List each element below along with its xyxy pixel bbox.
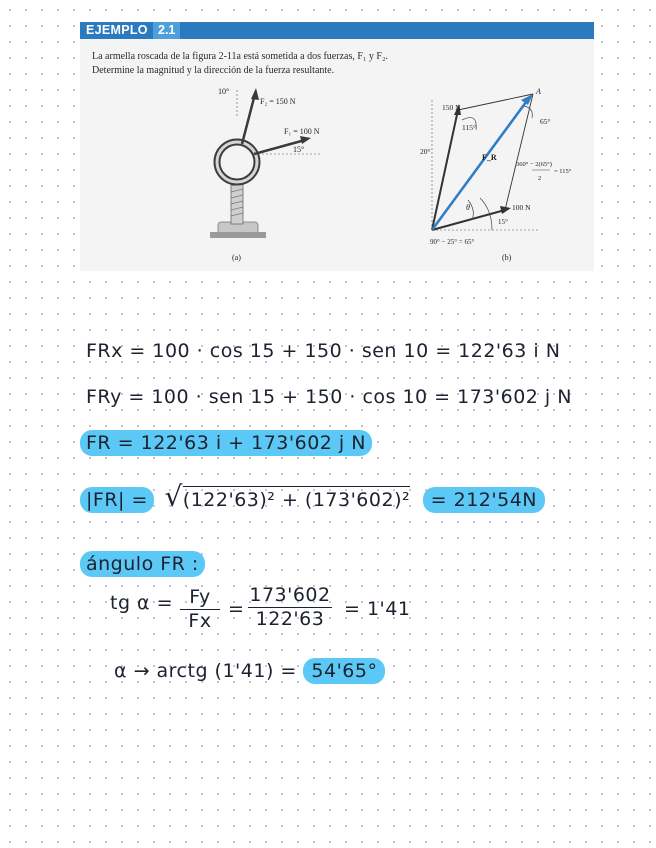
angle-65-label: 65° [540, 117, 551, 126]
figure-a-eyebolt [180, 82, 330, 272]
tg-den: 122'63 [255, 608, 325, 630]
note-alpha-line: α → arctg (1'41) = [114, 660, 297, 682]
formula-result: = 115° [554, 168, 572, 175]
fr-label: F_R [482, 153, 497, 162]
note-angle-title: ángulo FR : [80, 551, 205, 577]
f150-label: 150 N [442, 103, 461, 112]
tg-fraction-1 [180, 586, 220, 632]
note-alpha-row [114, 660, 385, 682]
example-label: EJEMPLO [86, 23, 148, 37]
theta-label: θ [466, 203, 470, 212]
formula-bottom: 2 [538, 175, 542, 182]
note-tg-lhs: tg α = [110, 592, 174, 614]
note-magnitude-row [80, 480, 545, 513]
note-sqrt-content: (122'63)² + (173'602)² [183, 486, 410, 511]
angle-20-label: 20° [420, 147, 431, 156]
tg-fraction-2 [248, 584, 332, 630]
tg-fx: Fx [188, 610, 212, 632]
angle-bottom-label: 90° − 25° = 65° [430, 238, 475, 246]
figure-b-parallelogram [420, 82, 594, 272]
angle-10-label: 10° [218, 87, 230, 96]
problem-statement: La armella roscada de la figura 2-11a está sometida a dos fuerzas, F₁ y F₂. Determine la magnitud y la dirección de la fuerza resultante. [92, 51, 388, 76]
point-a-label: A [536, 87, 541, 96]
example-header [80, 22, 594, 39]
note-tg-result: = 1'41 [344, 598, 411, 620]
f1-label: F₁ = 100 N [284, 127, 320, 136]
example-card [80, 22, 594, 271]
note-alpha-result: 54'65° [303, 658, 385, 684]
note-fry: FRy = 100 · sen 15 + 150 · cos 10 = 173'602 j N [86, 386, 572, 408]
example-number: 2.1 [153, 22, 180, 39]
caption-a: (a) [232, 253, 241, 262]
angle-115-label: 115° [462, 123, 476, 132]
formula-top: 360° − 2(65°) [516, 161, 552, 168]
note-magnitude-lhs: |FR| = [80, 487, 154, 513]
note-frx: FRx = 100 · cos 15 + 150 · sen 10 = 122'63 i N [86, 340, 561, 362]
tg-equals: = [228, 598, 245, 620]
note-magnitude-result: = 212'54N [423, 487, 545, 513]
angle-title-wrap [80, 553, 205, 575]
f100-label: 100 N [512, 203, 531, 212]
note-fr-vector-wrap [80, 432, 372, 454]
f2-label: F₂ = 150 N [260, 97, 296, 106]
note-fr-vector: FR = 122'63 i + 173'602 j N [80, 430, 372, 456]
tg-fy: Fy [180, 586, 220, 610]
caption-b: (b) [502, 253, 512, 262]
angle-15b-label: 15° [498, 218, 508, 226]
tg-num: 173'602 [249, 584, 331, 606]
sqrt-symbol: √ [164, 480, 183, 513]
angle-15-label: 15° [293, 145, 305, 154]
